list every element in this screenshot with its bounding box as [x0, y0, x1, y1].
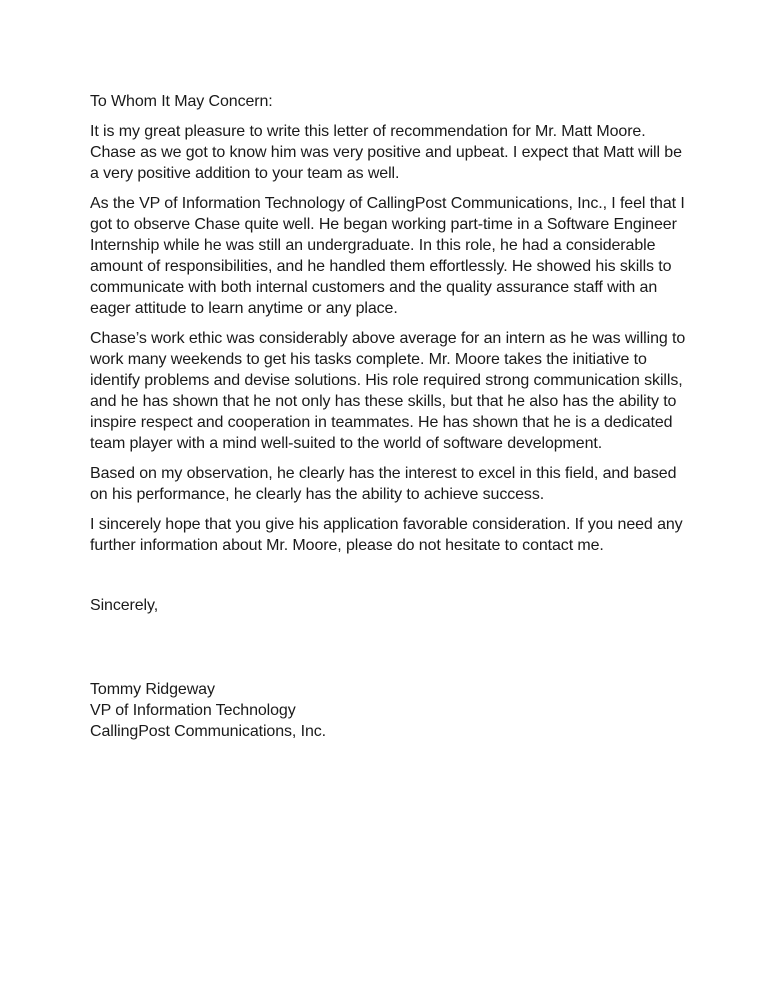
- recommendation-letter: [90, 91, 690, 742]
- paragraph-conclusion: I sincerely hope that you give his application favorable consideration. If you need any further information about Mr. Moore, please do not hesitate to contact me.: [90, 516, 683, 554]
- signature-block: [90, 679, 690, 742]
- paragraph-introduction: It is my great pleasure to write this letter of recommendation for Mr. Matt Moore. Chase as we got to know him was very positive and upbeat. I expect that Matt will be a very positive addition to your team as well.: [90, 123, 682, 182]
- signer-company: CallingPost Communications, Inc.: [90, 723, 327, 740]
- paragraph-observation: As the VP of Information Technology of CallingPost Communications, Inc., I feel that I got to observe Chase quite well. He began working part-time in a Software Engineer Internship while he was still an undergraduate. In this role, he had a considerable amount of responsibilities, and he handled them effortlessly. He showed his skills to communicate with both internal customers and the quality assurance staff with an eager attitude to learn anytime or any place.: [90, 195, 685, 317]
- closing: Sincerely,: [90, 597, 159, 614]
- paragraph-assessment: Based on my observation, he clearly has the interest to excel in this field, and based on his performance, he clearly has the ability to achieve success.: [90, 465, 677, 503]
- paragraph-work-ethic: Chase’s work ethic was considerably above average for an intern as he was willing to work many weekends to get his tasks complete. Mr. Moore takes the initiative to identify problems and devise solutions. His role required strong communication skills, and he has shown that he not only has these skills, but that he also has the ability to inspire respect and cooperation in teammates. He has shown that he is a dedicated team player with a mind well-suited to the world of software development.: [90, 330, 686, 452]
- signer-name: Tommy Ridgeway: [90, 681, 215, 698]
- salutation: To Whom It May Concern:: [90, 93, 273, 110]
- signer-title: VP of Information Technology: [90, 702, 296, 719]
